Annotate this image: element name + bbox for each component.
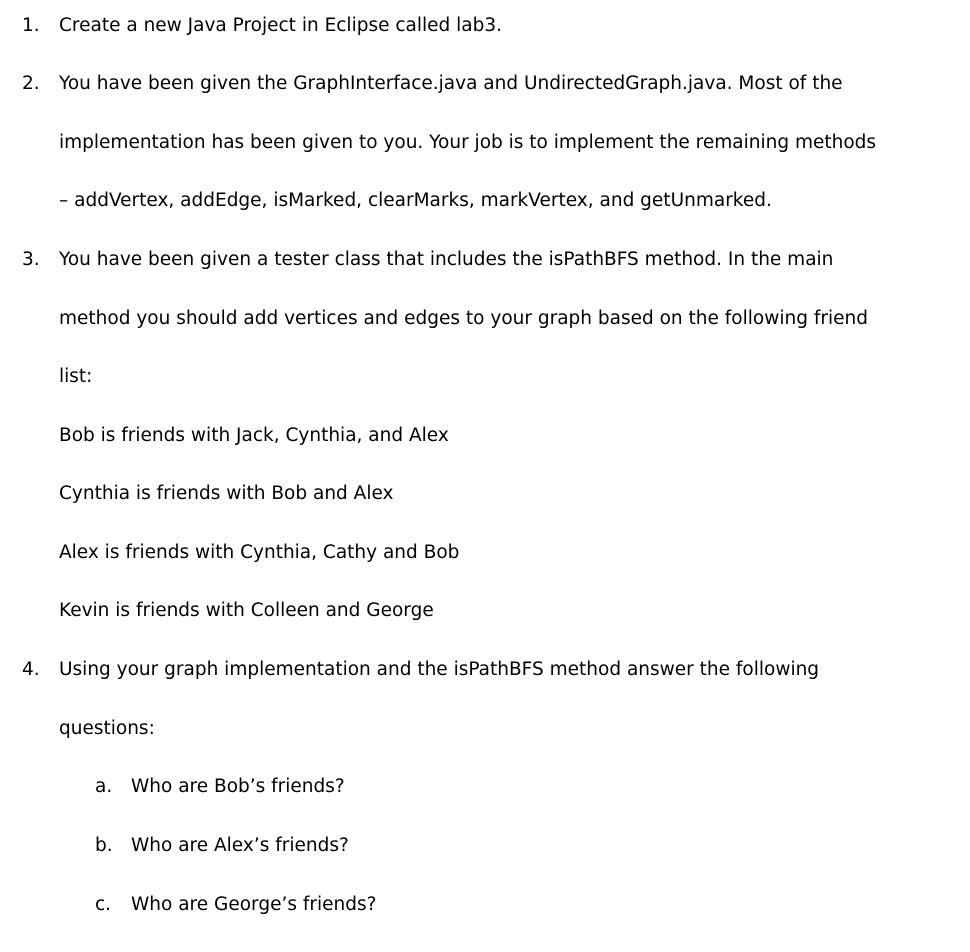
subitem-a-letter: a. [95, 776, 113, 797]
subitem-c-text: Who are George’s friends? [131, 894, 377, 915]
item-1-number: 1. [22, 15, 40, 36]
item-4-line-2: questions: [59, 718, 155, 739]
subitem-b-letter: b. [95, 835, 113, 856]
item-4-line-1: Using your graph implementation and the isPathBFS method answer the following [59, 659, 820, 680]
friend-list-entry-kevin: Kevin is friends with Colleen and George [59, 600, 434, 621]
item-1-line-1: Create a new Java Project in Eclipse called lab3. [59, 15, 503, 36]
subitem-b-text: Who are Alex’s friends? [131, 835, 349, 856]
item-3-line-1: You have been given a tester class that includes the isPathBFS method. In the main [59, 249, 834, 270]
item-2-number: 2. [22, 73, 40, 94]
item-4-number: 4. [22, 659, 40, 680]
item-3-line-2: method you should add vertices and edges to your graph based on the following friend [59, 308, 868, 329]
item-3-line-3: list: [59, 366, 93, 387]
friend-list-entry-alex: Alex is friends with Cynthia, Cathy and Bob [59, 542, 460, 563]
subitem-c-letter: c. [95, 894, 112, 915]
friend-list-entry-cynthia: Cynthia is friends with Bob and Alex [59, 483, 394, 504]
subitem-a-text: Who are Bob’s friends? [131, 776, 345, 797]
item-2-line-2: implementation has been given to you. Your job is to implement the remaining methods [59, 132, 877, 153]
friend-list-entry-bob: Bob is friends with Jack, Cynthia, and Alex [59, 425, 449, 446]
item-3-number: 3. [22, 249, 40, 270]
item-2-line-3: – addVertex, addEdge, isMarked, clearMarks, markVertex, and getUnmarked. [59, 190, 772, 211]
item-2-line-1: You have been given the GraphInterface.java and UndirectedGraph.java. Most of the [59, 73, 843, 94]
